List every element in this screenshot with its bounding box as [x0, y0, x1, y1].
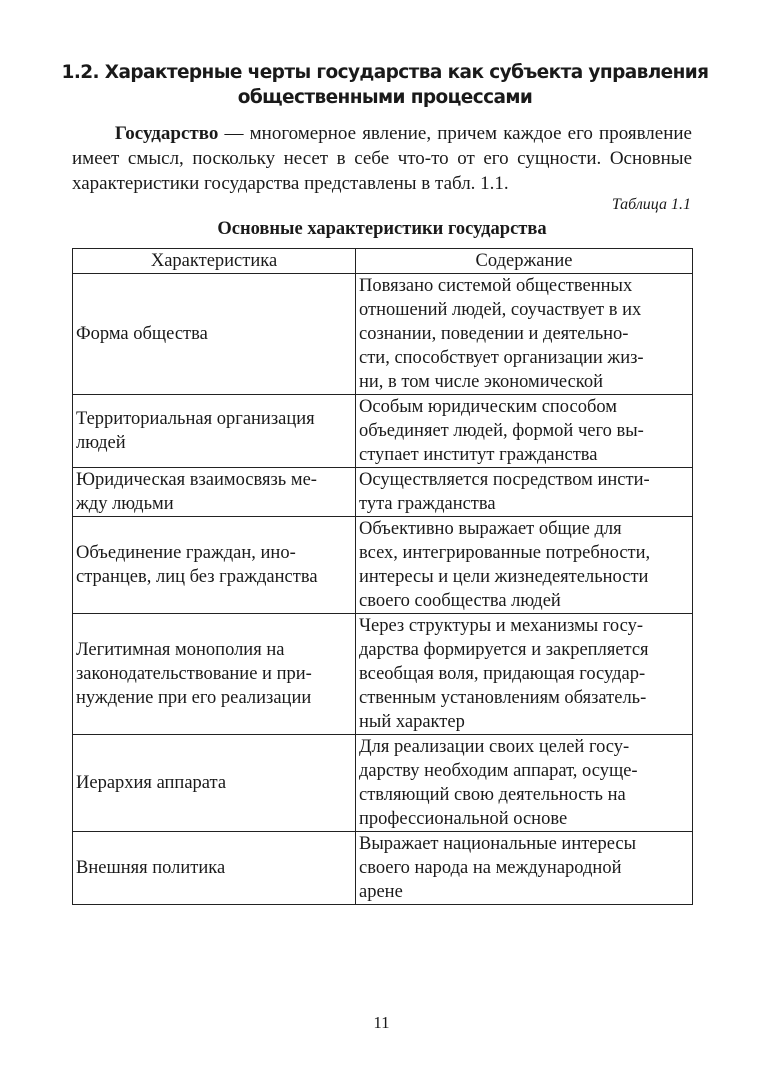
- table-row: [73, 395, 693, 468]
- characteristic-cell: Внешняя политика: [73, 832, 356, 905]
- paragraph-text: — многомерное явление, причем каждое его проявление имеет смысл, поскольку несет в себе что-то от его сущности. Основные характеристики государства представлены в табл. 1.1.: [72, 123, 692, 194]
- table-row: [73, 614, 693, 735]
- table-row: [73, 274, 693, 395]
- content-cell: Объективно выражает общие для всех, интегрированные потребности, интересы и цели жизнедеятельности своего сообщества людей: [356, 517, 693, 614]
- characteristic-cell: Территориальная организация людей: [73, 395, 356, 468]
- content-cell: Осуществляется посредством инсти- тута гражданства: [356, 468, 693, 517]
- table-row: [73, 735, 693, 832]
- table-row: [73, 468, 693, 517]
- content-cell: Особым юридическим способом объединяет людей, формой чего вы- ступает институт гражданства: [356, 395, 693, 468]
- content-cell: Через структуры и механизмы госу- дарства формируется и закрепляется всеобщая воля, придающая государ- ственным установлениям обязатель- ный характер: [356, 614, 693, 735]
- table-row: [73, 517, 693, 614]
- header-characteristic: Характеристика: [73, 249, 356, 274]
- table-header-row: [73, 249, 693, 274]
- characteristics-table: [72, 248, 693, 905]
- characteristic-cell: Форма общества: [73, 274, 356, 395]
- characteristic-cell: Легитимная монополия на законодательствование и при- нуждение при его реализации: [73, 614, 356, 735]
- content-cell: Повязано системой общественных отношений людей, соучаствует в их сознании, поведении и деятельно- сти, способствует организации жиз- ни, в том числе экономической: [356, 274, 693, 395]
- characteristic-cell: Объединение граждан, ино- странцев, лиц без гражданства: [73, 517, 356, 614]
- table-title: Основные характеристики государства: [217, 219, 547, 239]
- bold-term: Государство: [114, 123, 219, 144]
- table-row: [73, 832, 693, 905]
- content-cell: Для реализации своих целей госу- дарству необходим аппарат, осуще- ствляющий свою деятельность на профессиональной основе: [356, 735, 693, 832]
- page-number: 11: [373, 1013, 390, 1032]
- intro-paragraph: [72, 121, 692, 196]
- section-heading: 1.2. Характерные черты государства как субъекта управления общественными процессами: [61, 62, 709, 108]
- characteristic-cell: Юридическая взаимосвязь ме- жду людьми: [73, 468, 356, 517]
- table-number: Таблица 1.1: [611, 196, 691, 213]
- header-content: Содержание: [356, 249, 693, 274]
- content-cell: Выражает национальные интересы своего народа на международной арене: [356, 832, 693, 905]
- characteristic-cell: Иерархия аппарата: [73, 735, 356, 832]
